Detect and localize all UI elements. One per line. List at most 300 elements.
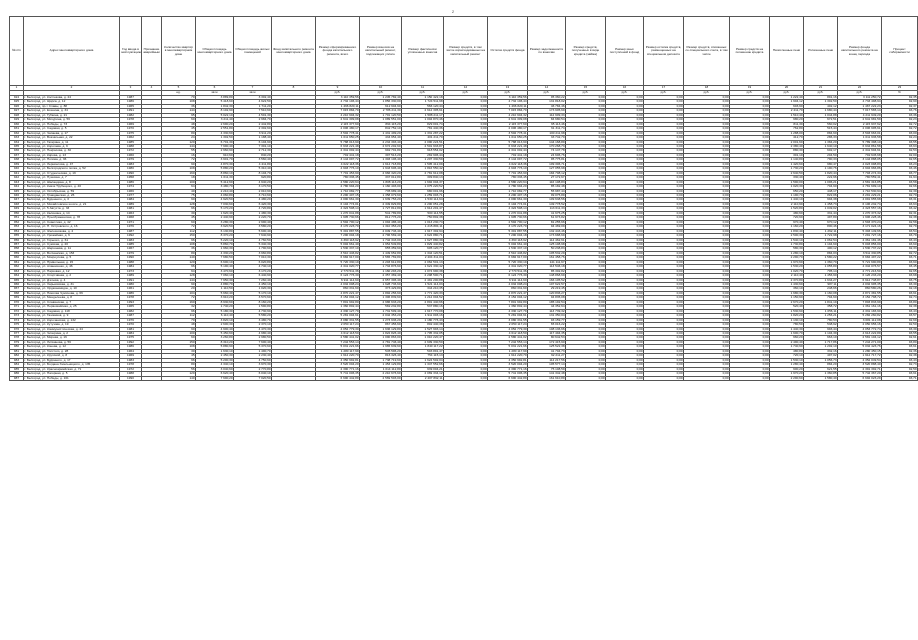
table-cell: 92,38	[882, 354, 918, 358]
table-cell: 1 904,12	[770, 100, 804, 104]
table-cell: 0,00	[730, 318, 770, 322]
table-cell: 3 570,60	[234, 296, 272, 300]
table-cell: 2 407 892,11	[402, 376, 444, 380]
table-cell: 0,00	[444, 256, 488, 260]
table-cell: 0,00	[730, 340, 770, 344]
table-cell: 2 641 309,08	[316, 118, 360, 122]
table-cell: 655 359,60	[360, 247, 402, 251]
table-cell: 986	[10, 372, 24, 376]
table-cell: 497,02	[804, 354, 838, 358]
table-cell: 100	[162, 180, 196, 184]
table-cell: 1 530,10	[770, 358, 804, 362]
table-cell: 1 055,80	[804, 265, 838, 269]
table-cell: 0,00	[606, 278, 644, 282]
table-cell: 24	[162, 136, 196, 140]
table-cell: 4 091 655,68	[838, 198, 882, 202]
table-cell: 0,00	[566, 96, 606, 100]
table-cell: 1 521 114,03	[402, 283, 444, 287]
table-cell: 150	[162, 340, 196, 344]
table-cell: 0,00	[730, 287, 770, 291]
column-number: 10	[360, 86, 402, 91]
table-cell: 0,00	[730, 109, 770, 113]
table-cell: 92,66	[882, 185, 918, 189]
table-cell: 94 469,09	[528, 225, 566, 229]
table-cell: 735 989,40	[360, 189, 402, 193]
table-cell: 0,00	[566, 367, 606, 371]
table-cell: 3 710,60	[234, 193, 272, 197]
table-cell: 144 168,89	[528, 140, 566, 144]
table-cell: 0,00	[684, 113, 730, 117]
table-cell: 7 017 565,14	[838, 109, 882, 113]
table-cell: 0,00	[644, 372, 684, 376]
table-cell: 985	[10, 367, 24, 371]
address-cell: г. Белгород, ул. Спортивная, д. 2	[24, 274, 120, 278]
table-cell: 90	[162, 283, 196, 287]
table-cell: 1984	[120, 265, 142, 269]
table-cell: 1 160 293,20	[360, 269, 402, 273]
table-cell: 0,00	[684, 140, 730, 144]
table-cell: 1971	[120, 220, 142, 224]
table-cell: 973	[10, 314, 24, 318]
table-cell: 0,00	[684, 193, 730, 197]
table-cell: 1984	[120, 198, 142, 202]
table-cell: 0,00	[684, 167, 730, 171]
table-cell: 1992	[120, 234, 142, 238]
table-cell: 3 152 004,12	[488, 296, 528, 300]
table-cell: 5 031 221,66	[488, 345, 528, 349]
table-cell: 0,00	[644, 167, 684, 171]
table-cell: 7 244 271,00	[838, 340, 882, 344]
table-cell: 0,00	[644, 127, 684, 131]
table-cell: 0,00	[684, 180, 730, 184]
table-cell: 0,00	[444, 207, 488, 211]
table-cell: 108	[162, 167, 196, 171]
table-cell: 373 429,80	[360, 287, 402, 291]
table-cell: 0,00	[606, 207, 644, 211]
table-cell: 2 657 306,40	[360, 278, 402, 282]
table-cell: 93,00	[882, 131, 918, 135]
table-cell: 0,00	[644, 269, 684, 273]
table-cell: 6 440,90	[234, 274, 272, 278]
table-cell: 0,00	[730, 202, 770, 206]
table-cell: 0,00	[566, 340, 606, 344]
table-cell: 5 200,30	[196, 358, 234, 362]
table-cell: 120 836,27	[528, 291, 566, 295]
column-header: Размер средств, списанных со специального счета, в том числе	[684, 17, 730, 86]
table-cell: 2 450,30	[196, 354, 234, 358]
table-cell: 1 259 003,71	[402, 193, 444, 197]
table-cell: 0,00	[606, 158, 644, 162]
table-cell: 0,00	[684, 260, 730, 264]
table-cell: 0,00	[606, 287, 644, 291]
address-cell: г. Белгород, ул. Белгородского полка, д. 52	[24, 167, 120, 171]
table-cell: 0,00	[684, 96, 730, 100]
table-cell: 4 032 995,35	[838, 283, 882, 287]
table-cell: 0,00	[444, 140, 488, 144]
table-cell: 762,80	[770, 127, 804, 131]
table-cell: 0,00	[684, 323, 730, 327]
table-cell: 0,00	[684, 149, 730, 153]
table-cell: 750 802,38	[402, 216, 444, 220]
table-cell: 3 170,50	[234, 185, 272, 189]
table-cell: 6 110,40	[196, 314, 234, 318]
unit-cell: руб.	[444, 91, 488, 96]
table-cell: 0,00	[606, 104, 644, 108]
table-cell: 1 970,60	[770, 260, 804, 264]
table-cell: 0,00	[444, 171, 488, 175]
table-cell: 2 796 569,40	[360, 234, 402, 238]
table-cell: 0,00	[730, 260, 770, 264]
table-cell: 0,00	[644, 122, 684, 126]
table-cell: 1 440,10	[770, 198, 804, 202]
table-cell: 0,00	[566, 100, 606, 104]
table-cell: 941	[10, 171, 24, 175]
table-cell: 1 636 129,80	[360, 327, 402, 331]
table-cell: 2 391 392,71	[838, 367, 882, 371]
table-cell: 0,00	[606, 144, 644, 148]
address-cell: г. Белгород, ул. Волчанская, д. 153	[24, 251, 120, 255]
table-cell: 1 310 353,20	[360, 225, 402, 229]
table-cell: 282 906,44	[402, 153, 444, 157]
table-cell: 131 818,02	[528, 100, 566, 104]
table-cell: 90	[162, 198, 196, 202]
table-cell: 537 880,16	[402, 305, 444, 309]
table-cell: 5 788 013,90	[488, 140, 528, 144]
table-cell: 4 352 049,54	[838, 358, 882, 362]
table-cell: 1 160,20	[770, 225, 804, 229]
table-cell: 60	[162, 220, 196, 224]
table-cell: 0,00	[684, 153, 730, 157]
table-cell: 2 781 746,40	[360, 340, 402, 344]
table-cell: 1 711,20	[234, 104, 272, 108]
table-cell: 3 820,10	[196, 318, 234, 322]
table-cell: 1967	[120, 247, 142, 251]
table-cell: 2 210,40	[196, 189, 234, 193]
table-cell: 961	[10, 260, 24, 264]
table-cell: 1988	[120, 144, 142, 148]
address-cell: г. Белгород, ул. Богдана Хмельницкого, д. 135	[24, 363, 120, 367]
table-cell: 0,00	[684, 118, 730, 122]
table-cell: 0,00	[444, 109, 488, 113]
table-cell: 93,71	[882, 376, 918, 380]
table-cell: 0,00	[684, 171, 730, 175]
table-cell: 5 340,30	[234, 242, 272, 246]
table-cell: 0,00	[644, 274, 684, 278]
table-cell: 4 361 181,46	[838, 238, 882, 242]
table-cell: 148 868,69	[528, 274, 566, 278]
table-cell: 0,00	[566, 349, 606, 353]
table-cell: 0,00	[644, 251, 684, 255]
table-cell: 1 630,10	[196, 349, 234, 353]
table-cell: 72	[162, 296, 196, 300]
table-cell: 1 724 511,98	[402, 100, 444, 104]
table-cell: 1 011 650,25	[316, 136, 360, 140]
table-cell: 0,00	[644, 242, 684, 246]
table-cell: 0,00	[606, 122, 644, 126]
table-cell: 93,55	[882, 332, 918, 336]
column-header: Общая площадь многоквартирного дома	[196, 17, 234, 86]
table-cell: 2 390 771,16	[488, 367, 528, 371]
address-cell: г. Белгород, ул. Буденного, д. 3	[24, 198, 120, 202]
column-number: 8	[272, 86, 316, 91]
column-header: Размер фактически уплаченных взносов	[402, 17, 444, 86]
table-cell: 2 780 994,20	[316, 185, 360, 189]
table-cell: 0,00	[606, 238, 644, 242]
table-cell: 958	[10, 247, 24, 251]
table-cell: 1 912 717,72	[838, 354, 882, 358]
table-cell: 0,00	[606, 309, 644, 313]
table-cell: 0,00	[606, 162, 644, 166]
table-cell: 92,74	[882, 296, 918, 300]
table-cell: 6 911 114,60	[316, 278, 360, 282]
table-cell: 48	[162, 323, 196, 327]
table-cell: 0,00	[644, 376, 684, 380]
table-cell: 92,65	[882, 269, 918, 273]
table-cell: 0,00	[644, 283, 684, 287]
table-cell: 1 530,20	[770, 265, 804, 269]
table-cell: 2 090 224,51	[402, 140, 444, 144]
table-cell: 942	[10, 176, 24, 180]
table-cell: 6 420,30	[234, 202, 272, 206]
table-cell: 92,65	[882, 158, 918, 162]
table-cell: 0,00	[444, 149, 488, 153]
unit-cell: %	[882, 91, 918, 96]
table-cell: 93,80	[882, 300, 918, 304]
table-cell: 0,00	[566, 363, 606, 367]
table-cell: 1 680,30	[770, 291, 804, 295]
table-cell: 0,00	[644, 220, 684, 224]
table-cell: 3 144 097,72	[488, 158, 528, 162]
table-cell: 0,00	[444, 363, 488, 367]
address-cell: г. Белгород, ул. Садовая, д. 118	[24, 309, 120, 313]
table-cell: 0,00	[730, 296, 770, 300]
unit-cell: кв.м	[196, 91, 234, 96]
table-cell: 1962	[120, 136, 142, 140]
table-cell: 301,10	[770, 153, 804, 157]
table-cell: 0,00	[684, 300, 730, 304]
table-cell: 0,00	[684, 247, 730, 251]
table-cell: 4 090 661,30	[488, 198, 528, 202]
table-cell: 0,00	[644, 96, 684, 100]
table-cell: 120	[162, 260, 196, 264]
table-cell: 0,00	[444, 358, 488, 362]
address-cell: г. Белгород, ул. Апанасенко, д. 46	[24, 265, 120, 269]
table-cell: 173 905,69	[528, 109, 566, 113]
table-cell: 0,00	[444, 202, 488, 206]
address-cell: г. Белгород, пр-т Славы, д. 88	[24, 104, 120, 108]
table-cell: 0,00	[566, 336, 606, 340]
table-cell: 1 840 117,22	[402, 345, 444, 349]
table-cell: 1 621 330,42	[402, 265, 444, 269]
table-cell: 0,00	[644, 153, 684, 157]
table-cell: 5 370,60	[234, 345, 272, 349]
table-cell: 1 150 422,18	[402, 96, 444, 100]
table-cell: 992 701,80	[360, 149, 402, 153]
table-cell: 1 614 201,47	[402, 207, 444, 211]
table-cell: 0,00	[444, 216, 488, 220]
table-cell: 754 115,13	[402, 354, 444, 358]
table-cell: 2 341 002,44	[316, 149, 360, 153]
table-cell: 1 280,10	[770, 251, 804, 255]
table-cell: 45	[162, 127, 196, 131]
table-cell: 0,00	[444, 158, 488, 162]
table-cell: 131 350,04	[528, 314, 566, 318]
address-cell: г. Белгород, ул. Кутузова, д. 19	[24, 323, 120, 327]
table-cell: 1 590,80	[234, 305, 272, 309]
table-cell: 1972	[120, 367, 142, 371]
table-cell: 0,00	[730, 140, 770, 144]
table-cell: 1 431 499,20	[360, 131, 402, 135]
table-cell: 0,00	[644, 340, 684, 344]
table-cell: 1987	[120, 96, 142, 100]
table-cell: 1 740,20	[196, 305, 234, 309]
table-cell: 0,00	[444, 136, 488, 140]
table-cell: 500 114,55	[402, 211, 444, 215]
table-cell: 0,00	[606, 265, 644, 269]
table-cell: 935	[10, 144, 24, 148]
table-cell: 1989	[120, 202, 142, 206]
table-cell: 1 816 550,42	[402, 167, 444, 171]
table-cell: 1 049,02	[804, 207, 838, 211]
table-cell: 96	[162, 358, 196, 362]
table-cell: 2 609 330,50	[402, 340, 444, 344]
table-cell: 0,00	[606, 242, 644, 246]
table-cell: 0,00	[644, 229, 684, 233]
table-cell: 1 011 936,58	[838, 136, 882, 140]
table-cell: 92,69	[882, 318, 918, 322]
table-cell: 7 291 727,16	[838, 234, 882, 238]
table-cell: 93,61	[882, 372, 918, 376]
table-cell: 960	[10, 256, 24, 260]
table-cell: 0,00	[444, 96, 488, 100]
table-cell: 1965	[120, 305, 142, 309]
address-cell: г. Белгород, ул. Михайловское шоссе, д. 21	[24, 202, 120, 206]
table-cell: 980,47	[804, 162, 838, 166]
table-cell: 1 965 639,60	[360, 345, 402, 349]
table-cell: 2 771 216,50	[838, 269, 882, 273]
table-cell: 2 442,80	[234, 122, 272, 126]
table-cell: 0,00	[644, 367, 684, 371]
table-cell: 1 288,00	[770, 131, 804, 135]
address-cell: г. Белгород, ул. Харьковская, д. 31	[24, 283, 120, 287]
table-cell: 6 130,80	[196, 229, 234, 233]
table-cell: 0,00	[684, 242, 730, 246]
table-cell: 945	[10, 189, 24, 193]
table-cell: 7 290 004,18	[316, 234, 360, 238]
address-cell: г. Белгород, ул. Толстого, д. 28	[24, 349, 120, 353]
table-cell: 2 500,30	[770, 234, 804, 238]
table-cell: 4 340,10	[196, 363, 234, 367]
table-cell: 3 290 407,15	[488, 193, 528, 197]
address-cell: г. Белгород, ул. Мирная, д. 16	[24, 336, 120, 340]
table-cell: 0,00	[730, 229, 770, 233]
table-cell: 96	[162, 309, 196, 313]
table-cell: 0,00	[684, 376, 730, 380]
table-cell: 0,00	[684, 345, 730, 349]
table-cell: 0,00	[730, 185, 770, 189]
table-cell: 0,00	[444, 180, 488, 184]
table-cell: 92,37	[882, 104, 918, 108]
table-cell: 884,20	[804, 363, 838, 367]
table-cell: 1 466 820,11	[316, 104, 360, 108]
table-cell: 802 440,38	[402, 323, 444, 327]
table-cell: 2 593 370,24	[838, 220, 882, 224]
unit-cell: руб.	[488, 91, 528, 96]
table-cell: 1 580,40	[804, 376, 838, 380]
column-header: Фонд капитального ремонта многоквартирного дома	[272, 17, 316, 86]
table-cell: 5 600,40	[234, 229, 272, 233]
table-cell: 780,50	[770, 323, 804, 327]
table-cell: 1 140,80	[770, 158, 804, 162]
table-cell: 1 302,50	[196, 136, 234, 140]
table-cell: 1979	[120, 251, 142, 255]
table-cell: 80	[162, 363, 196, 367]
table-cell: 966	[10, 283, 24, 287]
table-cell: 3 170,20	[234, 269, 272, 273]
column-header: Адрес многоквартирного дома	[24, 17, 120, 86]
table-cell: 2 801 440,66	[402, 300, 444, 304]
table-cell: 1 360 802,44	[488, 305, 528, 309]
table-cell: 2 490,40	[770, 340, 804, 344]
table-cell: 6 040,10	[234, 372, 272, 376]
table-cell: 93,60	[882, 260, 918, 264]
table-cell: 0,00	[566, 122, 606, 126]
table-cell: 1 710 082,77	[316, 189, 360, 193]
table-cell: 1 094 486,40	[360, 220, 402, 224]
table-cell: 925	[10, 100, 24, 104]
table-cell: 7 301,10	[234, 144, 272, 148]
table-cell: 4 940,20	[234, 180, 272, 184]
table-cell: 0,00	[566, 274, 606, 278]
address-cell: г. Белгород, ул. Гагарина, д. 11	[24, 140, 120, 144]
table-cell: 3 970,30	[234, 363, 272, 367]
table-cell: 1 361 161,16	[838, 305, 882, 309]
table-cell: 0,00	[644, 136, 684, 140]
table-cell: 90	[162, 162, 196, 166]
table-cell: 1990	[120, 171, 142, 175]
table-cell: 45	[162, 354, 196, 358]
table-cell: 105 532,29	[528, 251, 566, 255]
table-cell: 1 044,88	[804, 113, 838, 117]
table-cell: 3 910,20	[196, 296, 234, 300]
table-cell: 959	[10, 251, 24, 255]
table-cell: 927	[10, 109, 24, 113]
table-cell: 0,00	[644, 193, 684, 197]
table-cell: 0,00	[566, 140, 606, 144]
table-cell: 972	[10, 309, 24, 313]
table-cell: 0,00	[606, 372, 644, 376]
table-cell: 2 006 480,17	[316, 127, 360, 131]
table-cell: 605 120,77	[402, 247, 444, 251]
table-cell: 1 303 106,40	[360, 158, 402, 162]
table-cell: 0,00	[566, 149, 606, 153]
table-cell: 582 232,80	[360, 305, 402, 309]
table-cell: 92,73	[882, 363, 918, 367]
table-cell: 0,00	[730, 176, 770, 180]
table-cell: 3 520 004,20	[488, 363, 528, 367]
table-cell: 0,00	[684, 349, 730, 353]
table-cell: 8 104,70	[234, 171, 272, 175]
table-cell: 650,20	[770, 189, 804, 193]
table-cell: 0,00	[730, 265, 770, 269]
table-cell: 93,80	[882, 340, 918, 344]
table-cell: 92,72	[882, 122, 918, 126]
table-cell: 829 001,74	[402, 122, 444, 126]
table-cell: 93,75	[882, 278, 918, 282]
table-cell: 1 020,30	[234, 287, 272, 291]
table-cell: 2 380,40	[770, 144, 804, 148]
table-cell: 160	[162, 300, 196, 304]
